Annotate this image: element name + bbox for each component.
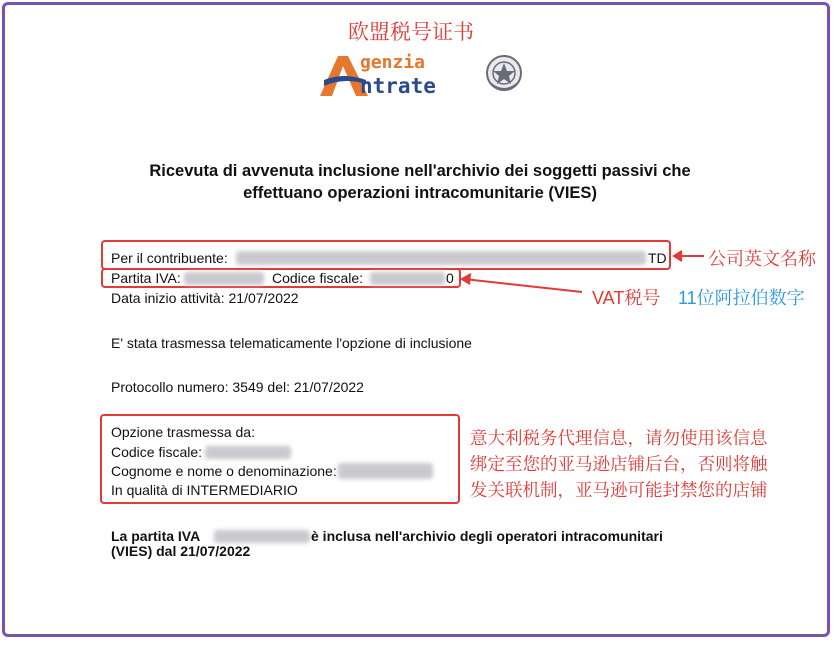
vat-annotation: VAT税号: [592, 288, 661, 308]
redacted-company-name: [236, 251, 646, 265]
redacted-vat-number: [184, 272, 264, 285]
redacted-codice-fiscale-2: [205, 446, 291, 459]
footer-line-1-end: è inclusa nell'archivio degli operatori intracomunitari: [311, 528, 663, 544]
trasmessa-text: E' stata trasmessa telematicamente l'opzione di inclusione: [111, 335, 472, 351]
cognome-label: Cognome e nome o denominazione:: [111, 463, 337, 479]
footer-line-2: (VIES) dal 21/07/2022: [111, 543, 251, 559]
partita-iva-label: Partita IVA:: [111, 270, 181, 286]
codice-fiscale-suffix: 0: [446, 270, 454, 286]
redacted-codice-fiscale: [370, 272, 445, 285]
contribuente-suffix: TD: [648, 250, 667, 266]
vat-digits-annotation: 11位阿拉伯数字: [678, 288, 805, 308]
footer-line-1-start: La partita IVA: [111, 528, 201, 544]
redacted-vat-footer: [214, 530, 310, 543]
document-heading-line-1: Ricevuta di avvenuta inclusione nell'archivio dei soggetti passivi che: [149, 162, 691, 180]
page-title: 欧盟税号证书: [348, 20, 474, 44]
contribuente-label: Per il contribuente:: [111, 250, 228, 266]
codice-fiscale-2-label: Codice fiscale:: [111, 444, 203, 460]
agent-note-line-2: 绑定至您的亚马逊店铺后台，否则将触: [470, 454, 768, 474]
document-heading-line-2: effettuano operazioni intracomunitarie (VIES): [243, 184, 597, 202]
logo-line-2: ntrate: [360, 74, 436, 98]
opzione-trasmessa-label: Opzione trasmessa da:: [111, 424, 255, 440]
agent-note-line-3: 发关联机制，亚马逊可能封禁您的店铺: [470, 480, 768, 500]
codice-fiscale-label: Codice fiscale:: [272, 270, 364, 286]
redacted-intermediary-name: [338, 463, 433, 479]
agent-note-line-1: 意大利税务代理信息，请勿使用该信息: [470, 428, 768, 448]
company-name-annotation: 公司英文名称: [708, 249, 816, 269]
protocollo-text: Protocollo numero: 3549 del: 21/07/2022: [111, 379, 364, 395]
emblem-icon: [484, 53, 524, 95]
agenzia-entrate-logo: [314, 50, 554, 102]
data-inizio-attivita: Data inizio attività: 21/07/2022: [111, 290, 299, 306]
qualita-text: In qualità di INTERMEDIARIO: [111, 482, 298, 498]
logo-line-1: genzia: [360, 52, 426, 73]
